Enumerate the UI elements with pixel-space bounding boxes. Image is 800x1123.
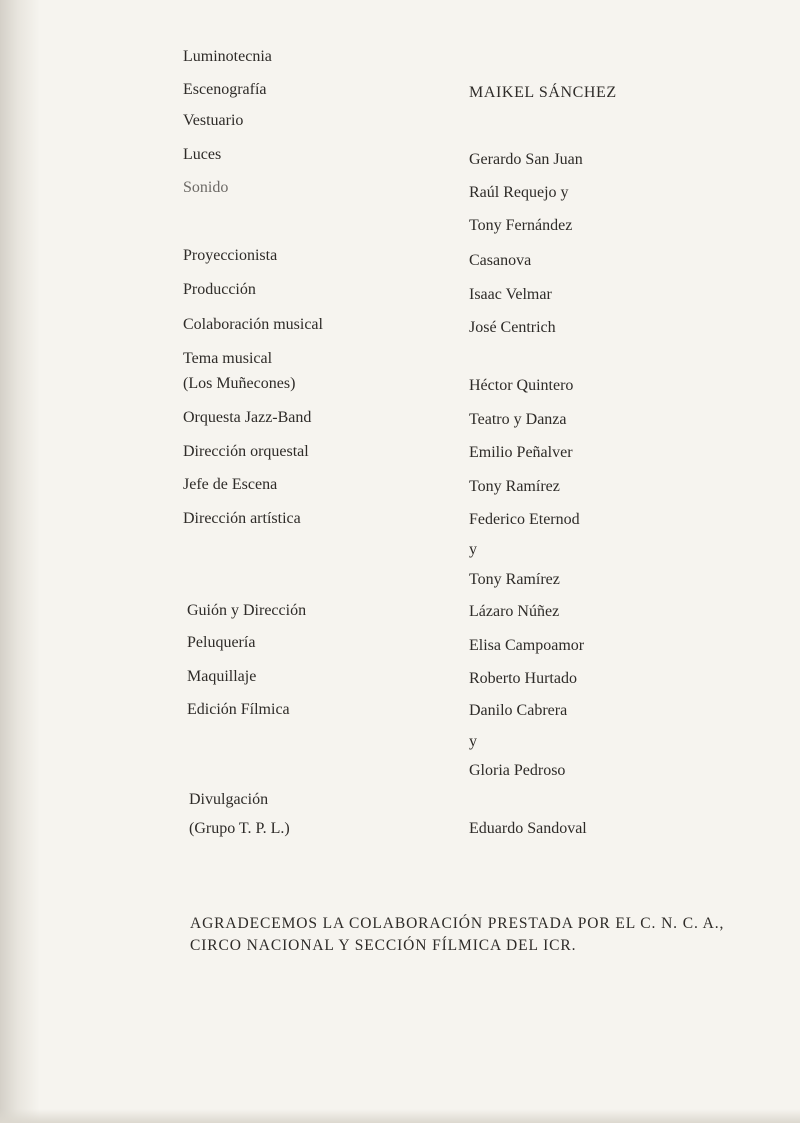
role-orquesta-jazz-band: Orquesta Jazz-Band: [183, 409, 312, 426]
name-tony-ramirez-2: Tony Ramírez: [469, 571, 560, 588]
name-tony-ramirez-1: Tony Ramírez: [469, 478, 560, 495]
role-los-munecones: (Los Muñecones): [183, 375, 296, 392]
acknowledgement-text: AGRADECEMOS LA COLABORACIÓN PRESTADA POR EL C. N. C. A., CIRCO NACIONAL Y SECCIÓN FÍLMICA DEL ICR.: [190, 915, 725, 954]
name-emilio-penalver: Emilio Peñalver: [469, 444, 573, 461]
role-tema-musical: Tema musical: [183, 350, 273, 367]
role-edicion-filmica: Edición Fílmica: [187, 701, 290, 718]
name-conjunction-y-1: y: [469, 541, 477, 558]
role-divulgacion: Divulgación: [189, 791, 269, 808]
role-luminotecnia: Luminotecnia: [183, 48, 272, 65]
name-maikel-sanchez: MAIKEL SÁNCHEZ: [469, 84, 617, 101]
name-danilo-cabrera: Danilo Cabrera: [469, 702, 568, 719]
role-direccion-orquestal: Dirección orquestal: [183, 443, 309, 460]
name-eduardo-sandoval: Eduardo Sandoval: [469, 820, 587, 837]
name-conjunction-y-2: y: [469, 733, 477, 750]
name-roberto-hurtado: Roberto Hurtado: [469, 670, 577, 687]
role-colaboracion-musical: Colaboración musical: [183, 316, 323, 333]
role-grupo-tpl: (Grupo T. P. L.): [189, 820, 290, 837]
name-raul-requejo: Raúl Requejo y: [469, 184, 569, 201]
role-direccion-artistica: Dirección artística: [183, 510, 301, 527]
role-escenografia: Escenografía: [183, 81, 267, 98]
name-jose-centrich: José Centrich: [469, 319, 556, 336]
name-gloria-pedroso: Gloria Pedroso: [469, 762, 566, 779]
name-lazaro-nunez: Lázaro Núñez: [469, 603, 560, 620]
role-peluqueria: Peluquería: [187, 634, 256, 651]
role-produccion: Producción: [183, 281, 256, 298]
name-elisa-campoamor: Elisa Campoamor: [469, 637, 585, 654]
role-maquillaje: Maquillaje: [187, 668, 257, 685]
role-sonido: Sonido: [183, 179, 229, 196]
role-proyeccionista: Proyeccionista: [183, 247, 278, 264]
role-vestuario: Vestuario: [183, 112, 244, 129]
name-casanova: Casanova: [469, 252, 532, 269]
role-luces: Luces: [183, 146, 222, 163]
name-tony-fernandez: Tony Fernández: [469, 217, 573, 234]
name-gerardo-san-juan: Gerardo San Juan: [469, 151, 583, 168]
name-teatro-y-danza: Teatro y Danza: [469, 411, 567, 428]
role-jefe-de-escena: Jefe de Escena: [183, 476, 278, 493]
role-guion-y-direccion: Guión y Dirección: [187, 602, 307, 619]
name-isaac-velmar: Isaac Velmar: [469, 286, 552, 303]
name-federico-eternod: Federico Eternod: [469, 511, 580, 528]
name-hector-quintero: Héctor Quintero: [469, 377, 574, 394]
